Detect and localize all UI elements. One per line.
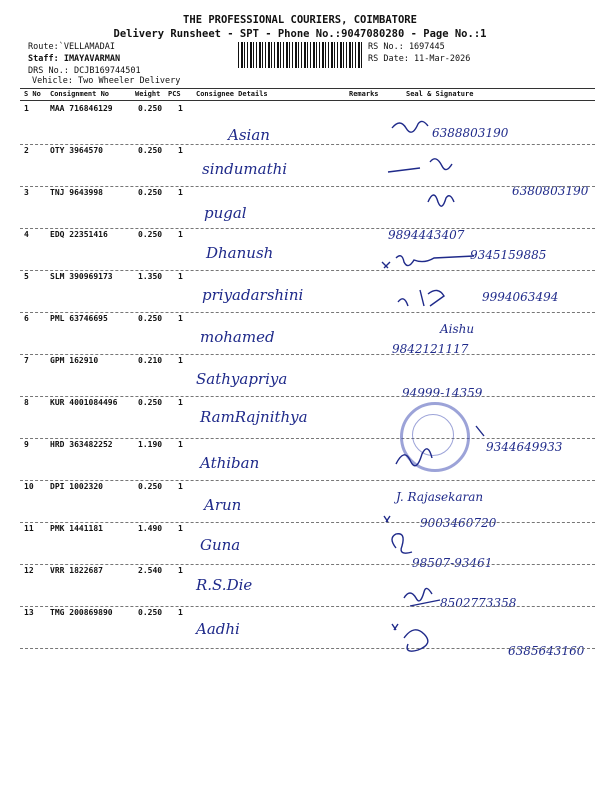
row-consignment-no: DPI 1002320 [50, 482, 103, 491]
row-consignment-no: VRR 1822687 [50, 566, 103, 575]
row-weight: 0.250 [138, 104, 163, 113]
sig-scribble-12 [404, 588, 440, 606]
row-pcs: 1 [178, 482, 183, 491]
col-consignee: Consignee Details [196, 90, 268, 98]
row-weight: 0.250 [138, 314, 163, 323]
row-signature-phone: 94999-14359 [402, 386, 483, 400]
sig-scribble-11 [392, 534, 412, 553]
row-weight: 0.250 [138, 188, 163, 197]
row-sno: 12 [24, 566, 34, 575]
company-title: THE PROFESSIONAL COURIERS, COIMBATORE [183, 14, 417, 26]
row-pcs: 1 [178, 188, 183, 197]
row-weight: 2.540 [138, 566, 163, 575]
row-consignee-name: Arun [204, 496, 242, 514]
row-divider [20, 354, 595, 355]
row-sno: 7 [24, 356, 29, 365]
row-consignee-name: sindumathi [202, 160, 288, 178]
row-consignment-no: GPM 162910 [50, 356, 99, 365]
row-consignment-no: PML 63746695 [50, 314, 108, 323]
sig-scribble-3 [428, 195, 454, 206]
row-weight: 1.190 [138, 440, 163, 449]
row-signature-phone: 9344649933 [486, 440, 563, 454]
row-divider [20, 438, 595, 439]
row-consignment-no: EDQ 22351416 [50, 230, 108, 239]
row-signature-phone: 8502773358 [440, 596, 517, 610]
row-divider [20, 186, 595, 187]
row-signature-phone: 6380803190 [512, 184, 589, 198]
vehicle-label: Vehicle: Two Wheeler Delivery [32, 76, 181, 86]
table-header-rule [20, 100, 595, 101]
row-divider [20, 480, 595, 481]
col-consignment: Consignment No [50, 90, 110, 98]
row-consignment-no: KUR 4001084496 [50, 398, 118, 407]
row-consignment-no: TNJ 9643998 [50, 188, 103, 197]
row-consignment-no: SLM 390969173 [50, 272, 113, 281]
signature-note-aishu: Aishu [440, 322, 475, 336]
row-pcs: 1 [178, 524, 183, 533]
row-sno: 10 [24, 482, 34, 491]
col-weight: Weight [135, 90, 161, 98]
row-sno: 9 [24, 440, 29, 449]
row-signature-phone: 6388803190 [432, 126, 509, 140]
row-divider [20, 522, 595, 523]
drs-number: DRS No.: DCJB169744501 [28, 66, 141, 76]
row-divider [20, 312, 595, 313]
row-consignment-no: PMK 1441181 [50, 524, 103, 533]
row-signature-phone: 9345159885 [470, 248, 547, 262]
row-weight: 0.250 [138, 230, 163, 239]
row-sno: 8 [24, 398, 29, 407]
signature-note-rajasekaran: J. Rajasekaran [396, 490, 484, 504]
row-consignee-name: Sathyapriya [196, 370, 288, 388]
row-consignment-no: TMG 200869890 [50, 608, 113, 617]
row-consignee-name: priyadarshini [202, 286, 304, 304]
table-top-rule [20, 88, 595, 89]
row-signature-phone: 6385643160 [508, 644, 585, 658]
rs-date: RS Date: 11-Mar-2026 [368, 54, 471, 64]
row-weight: 0.210 [138, 356, 163, 365]
col-pcs: PCS [168, 90, 181, 98]
row-consignee-name: mohamed [200, 328, 275, 346]
col-sno: S No [24, 90, 41, 98]
row-pcs: 1 [178, 146, 183, 155]
row-divider [20, 648, 595, 649]
row-divider [20, 564, 595, 565]
row-sno: 2 [24, 146, 29, 155]
runsheet-subtitle: Delivery Runsheet - SPT - Phone No.:9047080280 - Page No.:1 [113, 28, 487, 40]
row-consignee-name: R.S.Die [196, 576, 253, 594]
row-signature-phone: 9894443407 [388, 228, 465, 242]
barcode [238, 42, 364, 68]
sig-scribble-13 [384, 516, 428, 651]
row-weight: 0.250 [138, 482, 163, 491]
row-weight: 1.350 [138, 272, 163, 281]
row-signature-phone: 9003460720 [420, 516, 497, 530]
row-pcs: 1 [178, 398, 183, 407]
row-consignment-no: HRD 363482252 [50, 440, 113, 449]
row-pcs: 1 [178, 608, 183, 617]
row-pcs: 1 [178, 440, 183, 449]
row-consignment-no: MAA 716846129 [50, 104, 113, 113]
row-weight: 0.250 [138, 608, 163, 617]
row-sno: 1 [24, 104, 29, 113]
row-signature-phone: 98507-93461 [412, 556, 493, 570]
staff-label: Staff: IMAYAVARMAN [28, 54, 121, 64]
row-consignee-name: Aadhi [196, 620, 240, 638]
row-sno: 3 [24, 188, 29, 197]
row-sno: 4 [24, 230, 29, 239]
route-label: Route:`VELLAMADAI [28, 42, 115, 52]
row-consignee-name: pugal [204, 204, 247, 222]
sig-scribble-5 [398, 290, 444, 306]
col-remarks: Remarks [349, 90, 379, 98]
sig-scribble-4 [382, 256, 474, 268]
row-divider [20, 270, 595, 271]
row-signature-phone: 9842121117 [392, 342, 469, 356]
row-divider [20, 396, 595, 397]
row-sno: 11 [24, 524, 34, 533]
row-pcs: 1 [178, 272, 183, 281]
row-pcs: 1 [178, 314, 183, 323]
rs-number: RS No.: 1697445 [368, 42, 445, 52]
row-weight: 0.250 [138, 398, 163, 407]
row-consignee-name: Guna [200, 536, 241, 554]
row-consignee-name: Athiban [200, 454, 260, 472]
row-divider [20, 144, 595, 145]
row-divider [20, 228, 595, 229]
row-sno: 6 [24, 314, 29, 323]
row-consignee-name: Asian [228, 126, 270, 144]
row-pcs: 1 [178, 566, 183, 575]
sig-scribble-1 [392, 121, 428, 132]
row-sno: 13 [24, 608, 34, 617]
row-weight: 1.490 [138, 524, 163, 533]
row-pcs: 1 [178, 104, 183, 113]
company-seal-inner [412, 414, 454, 456]
row-sno: 5 [24, 272, 29, 281]
row-divider [20, 606, 595, 607]
row-pcs: 1 [178, 356, 183, 365]
sig-scribble-2 [388, 159, 452, 172]
col-signature: Seal & Signature [406, 90, 474, 98]
row-consignment-no: OTY 3964570 [50, 146, 103, 155]
row-consignee-name: Dhanush [206, 244, 274, 262]
row-consignee-name: RamRajnithya [200, 408, 308, 426]
row-signature-phone: 9994063494 [482, 290, 559, 304]
row-pcs: 1 [178, 230, 183, 239]
row-weight: 0.250 [138, 146, 163, 155]
